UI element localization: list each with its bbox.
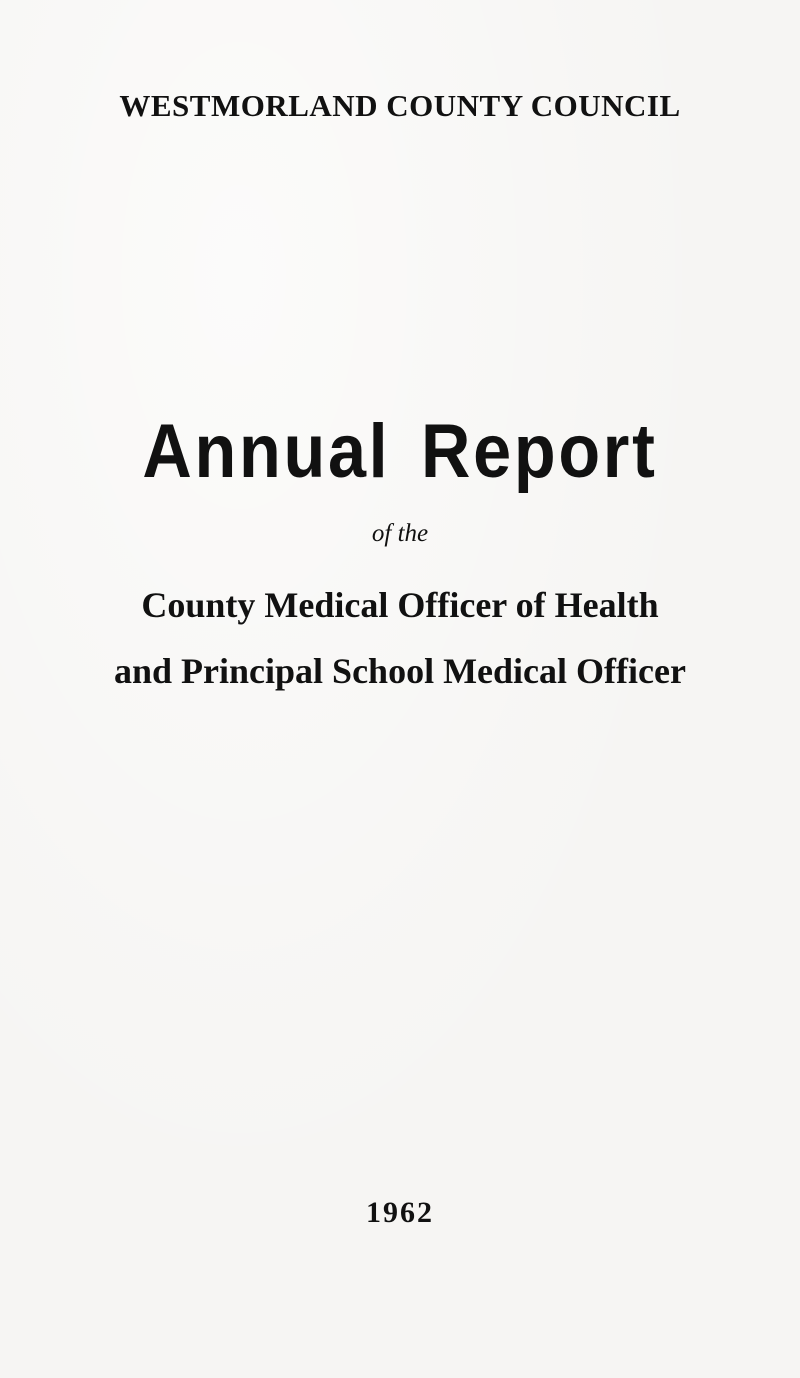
report-title <box>40 408 760 495</box>
subtitle-line-1: County Medical Officer of Health <box>141 585 659 625</box>
title-word-annual: Annual <box>142 409 391 494</box>
title-word-report: Report <box>420 409 658 494</box>
council-name: WESTMORLAND COUNTY COUNCIL <box>119 88 681 123</box>
subtitle-line-2: and Principal School Medical Officer <box>114 651 686 691</box>
of-the-text: of the <box>371 520 429 547</box>
report-year: 1962 <box>366 1196 434 1229</box>
